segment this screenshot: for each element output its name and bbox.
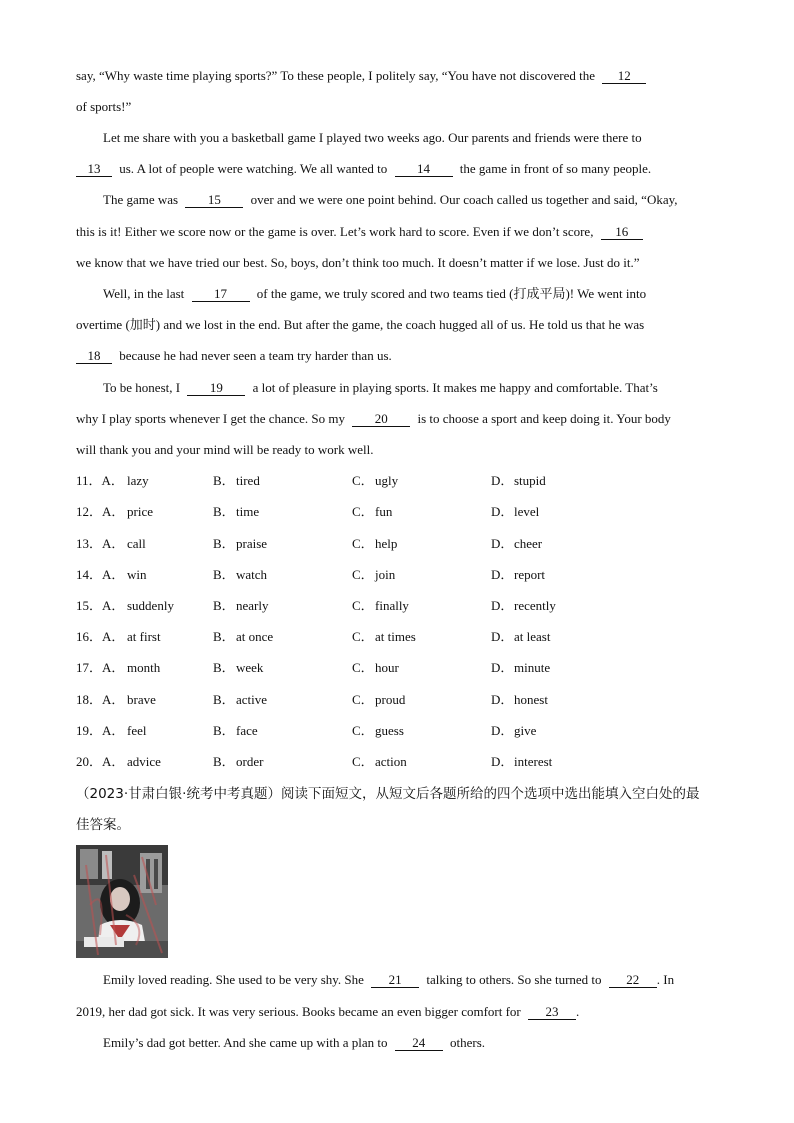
passage-line: Emily’s dad got better. And she came up with a plan to 24 others. xyxy=(103,1035,486,1050)
option-d: minute xyxy=(514,660,551,675)
option-c-label: C． xyxy=(352,598,374,613)
option-c-label: C． xyxy=(352,473,374,488)
option-c-label: C． xyxy=(352,536,374,551)
passage-line: Well, in the last 17 of the game, we truly scored and two teams tied (打成平局)! We went into xyxy=(103,286,647,301)
option-c-label: C． xyxy=(352,629,374,644)
passage-line: we know that we have tried our best. So, boys, don’t think too much. It doesn’t matter if we lose. Just do it.” xyxy=(76,255,640,270)
option-d-label: D． xyxy=(491,536,514,551)
option-b-label: B． xyxy=(213,660,235,675)
option-b-label: B． xyxy=(213,598,235,613)
passage-line: 2019, her dad got sick. It was very serious. Books became an even bigger comfort for 23 . xyxy=(76,1004,580,1019)
option-c: help xyxy=(375,536,398,551)
blank-18: 18 xyxy=(76,349,112,364)
blank-12: 12 xyxy=(602,69,646,84)
option-d-label: D． xyxy=(491,598,514,613)
question-number: 14．A． xyxy=(76,567,125,582)
option-b: nearly xyxy=(236,598,269,613)
blank-16: 16 xyxy=(601,225,643,240)
option-d: at least xyxy=(514,629,551,644)
blank-20: 20 xyxy=(352,412,410,427)
option-c: proud xyxy=(375,692,406,707)
question-number: 11．A． xyxy=(76,473,124,488)
option-c: at times xyxy=(375,629,416,644)
question-number: 19．A． xyxy=(76,723,125,738)
girl-reading-photo xyxy=(76,845,168,958)
passage-line: Let me share with you a basketball game I played two weeks ago. Our parents and friends were there to xyxy=(103,130,642,145)
option-c: fun xyxy=(375,504,393,519)
option-d: honest xyxy=(514,692,548,707)
question-number: 12．A． xyxy=(76,504,125,519)
option-c-label: C． xyxy=(352,660,374,675)
option-d-label: D． xyxy=(491,504,514,519)
option-d: interest xyxy=(514,754,553,769)
option-d: report xyxy=(514,567,546,582)
option-c: action xyxy=(375,754,407,769)
option-b: week xyxy=(236,660,264,675)
option-b-label: B． xyxy=(213,536,235,551)
option-a: feel xyxy=(127,723,147,738)
option-b: active xyxy=(236,692,268,707)
section-instructions: 佳答案。 xyxy=(76,817,130,833)
option-d: recently xyxy=(514,598,556,613)
option-c: ugly xyxy=(375,473,399,488)
blank-22: 22 xyxy=(609,973,657,988)
option-a: at first xyxy=(127,629,161,644)
passage-line: 13 us. A lot of people were watching. We all wanted to 14 the game in front of so many people. xyxy=(76,161,718,177)
question-number: 16．A． xyxy=(76,629,125,644)
option-b: tired xyxy=(236,473,260,488)
option-b: watch xyxy=(236,567,268,582)
option-b-label: B． xyxy=(213,504,235,519)
option-a: price xyxy=(127,504,153,519)
option-d: stupid xyxy=(514,473,546,488)
option-b-label: B． xyxy=(213,754,235,769)
blank-23: 23 xyxy=(528,1005,576,1020)
option-a: win xyxy=(127,567,147,582)
question-number: 15．A． xyxy=(76,598,125,613)
question-number: 13．A． xyxy=(76,536,125,551)
option-d-label: D． xyxy=(491,754,514,769)
option-c: hour xyxy=(375,660,399,675)
option-c-label: C． xyxy=(352,692,374,707)
option-c-label: C． xyxy=(352,504,374,519)
option-b-label: B． xyxy=(213,567,235,582)
option-b-label: B． xyxy=(213,629,235,644)
blank-17: 17 xyxy=(192,287,250,302)
option-d: cheer xyxy=(514,536,543,551)
option-c: guess xyxy=(375,723,404,738)
option-b: at once xyxy=(236,629,274,644)
blank-21: 21 xyxy=(371,973,419,988)
option-b-label: B． xyxy=(213,723,235,738)
option-d-label: D． xyxy=(491,473,514,488)
option-b: order xyxy=(236,754,264,769)
passage-line: The game was 15 over and we were one point behind. Our coach called us together and said, “Okay, xyxy=(103,192,678,207)
option-d-label: D． xyxy=(491,723,514,738)
option-a: month xyxy=(127,660,161,675)
option-a: call xyxy=(127,536,146,551)
option-d-label: D． xyxy=(491,692,514,707)
option-d-label: D． xyxy=(491,660,514,675)
passage-line: will thank you and your mind will be ready to work well. xyxy=(76,442,374,457)
passage-line: 18 because he had never seen a team try harder than us. xyxy=(76,348,718,364)
option-d-label: D． xyxy=(491,567,514,582)
blank-14: 14 xyxy=(395,162,453,177)
passage-line: of sports!” xyxy=(76,99,132,114)
option-b: time xyxy=(236,504,260,519)
blank-15: 15 xyxy=(185,193,243,208)
option-c: finally xyxy=(375,598,409,613)
option-c-label: C． xyxy=(352,567,374,582)
blank-24: 24 xyxy=(395,1036,443,1051)
passage-line: why I play sports whenever I get the chance. So my 20 is to choose a sport and keep doing it. Your body xyxy=(76,411,671,426)
blank-13: 13 xyxy=(76,162,112,177)
option-c-label: C． xyxy=(352,723,374,738)
option-a: brave xyxy=(127,692,156,707)
passage-line: To be honest, I 19 a lot of pleasure in playing sports. It makes me happy and comfortable. That’s xyxy=(103,380,658,395)
option-b: praise xyxy=(236,536,268,551)
option-b-label: B． xyxy=(213,692,235,707)
passage-line: say, “Why waste time playing sports?” To these people, I politely say, “You have not discovered the 12 xyxy=(76,68,718,84)
section-instructions: （2023·甘肃白银·统考中考真题）阅读下面短文，从短文后各题所给的四个选项中选出能填入空白处的最 xyxy=(76,786,700,802)
passage-line: this is it! Either we score now or the game is over. Let’s work hard to score. Even if we don’t score, 16 xyxy=(76,224,718,240)
option-b: face xyxy=(236,723,258,738)
option-b-label: B． xyxy=(213,473,235,488)
question-number: 17．A． xyxy=(76,660,125,675)
option-d: level xyxy=(514,504,540,519)
option-d: give xyxy=(514,723,537,738)
option-c: join xyxy=(375,567,396,582)
passage-line: overtime (加时) and we lost in the end. But after the game, the coach hugged all of us. He told us that he was xyxy=(76,317,645,332)
passage-line: Emily loved reading. She used to be very shy. She 21 talking to others. So she turned to 22 . In xyxy=(103,972,675,987)
question-number: 18．A． xyxy=(76,692,125,707)
option-d-label: D． xyxy=(491,629,514,644)
option-a: suddenly xyxy=(127,598,174,613)
option-c-label: C． xyxy=(352,754,374,769)
question-number: 20．A． xyxy=(76,754,125,769)
option-a: advice xyxy=(127,754,161,769)
option-a: lazy xyxy=(127,473,149,488)
blank-19: 19 xyxy=(187,381,245,396)
